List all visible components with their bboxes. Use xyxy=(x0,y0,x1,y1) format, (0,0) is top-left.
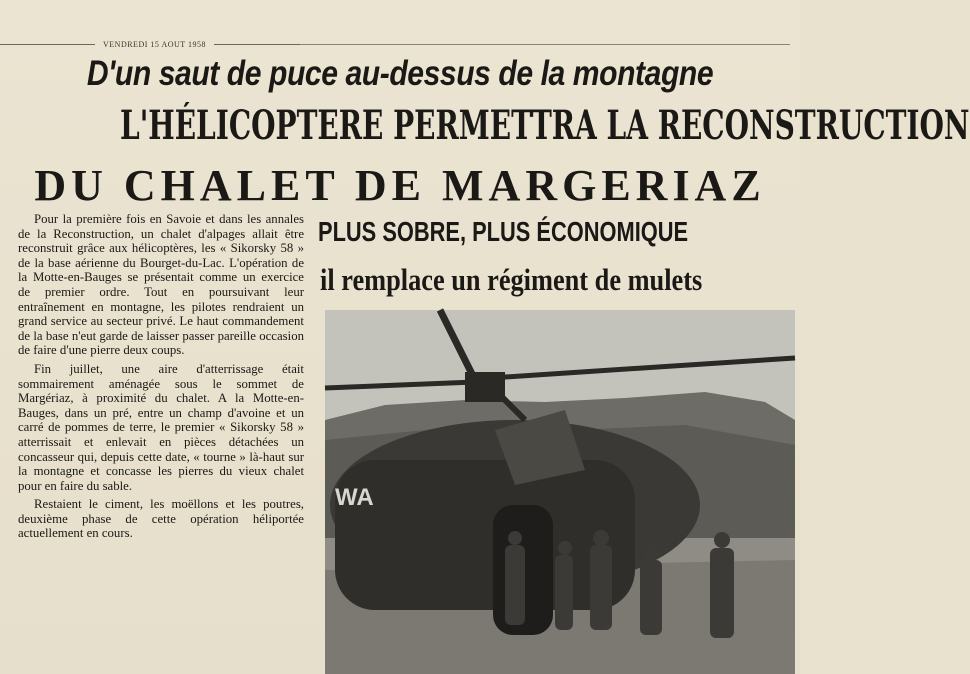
article-paragraph: Pour la première fois en Savoie et dans les annales de la Reconstruction, un chalet d'alpages allait être reconstruit grâce aux hélicoptères, les « Sikorsky 58 » de la base aérienne du Bourget-du-Lac. L'opération de la Motte-en-Bauges se présentait comme un exercice de premier ordre. Tout en poursuivant leur entraînement en montagne, les pilotes rendraient un grand service au secteur privé. Le haut commandement de la base n'eut garde de laisser passer pareille occasion de faire d'une pierre deux coups. xyxy=(18,212,304,358)
headline-sub: DU CHALET DE MARGERIAZ xyxy=(34,161,766,210)
deck-line-2: il remplace un régiment de mulets xyxy=(320,262,703,297)
article-body xyxy=(18,212,304,545)
rotor-hub xyxy=(465,372,505,402)
headline-kicker: D'un saut de puce au-dessus de la montagne xyxy=(86,54,714,93)
top-rule xyxy=(300,44,790,45)
fuselage-marking: WA xyxy=(335,484,374,511)
helicopter-photo xyxy=(325,310,795,674)
dateline-rule-left xyxy=(0,44,95,45)
article-paragraph: Restaient le ciment, les moëllons et les poutres, deuxième phase de cette opération héliportée actuellement en cours. xyxy=(18,497,304,541)
headline-main: L'HÉLICOPTERE PERMETTRA LA RECONSTRUCTION xyxy=(120,102,970,149)
dateline xyxy=(0,40,300,49)
dateline-rule-right xyxy=(214,44,300,45)
article-paragraph: Fin juillet, une aire d'atterrissage était sommairement aménagée sous le sommet de Margériaz, à proximité du chalet. A la Motte-en-Bauges, dans un pré, entre un champ d'avoine et un carré de pommes de terre, le premier « Sikorsky 58 » atterrissait et enlevait en pièces détachées un concasseur qui, depuis cette date, « tourne » là-haut sur la montagne et concasse les pierres du vieux chalet pour en faire du sable. xyxy=(18,361,304,493)
dateline-text: VENDREDI 15 AOUT 1958 xyxy=(103,40,207,49)
deck-line-1: PLUS SOBRE, PLUS ÉCONOMIQUE xyxy=(318,216,689,247)
